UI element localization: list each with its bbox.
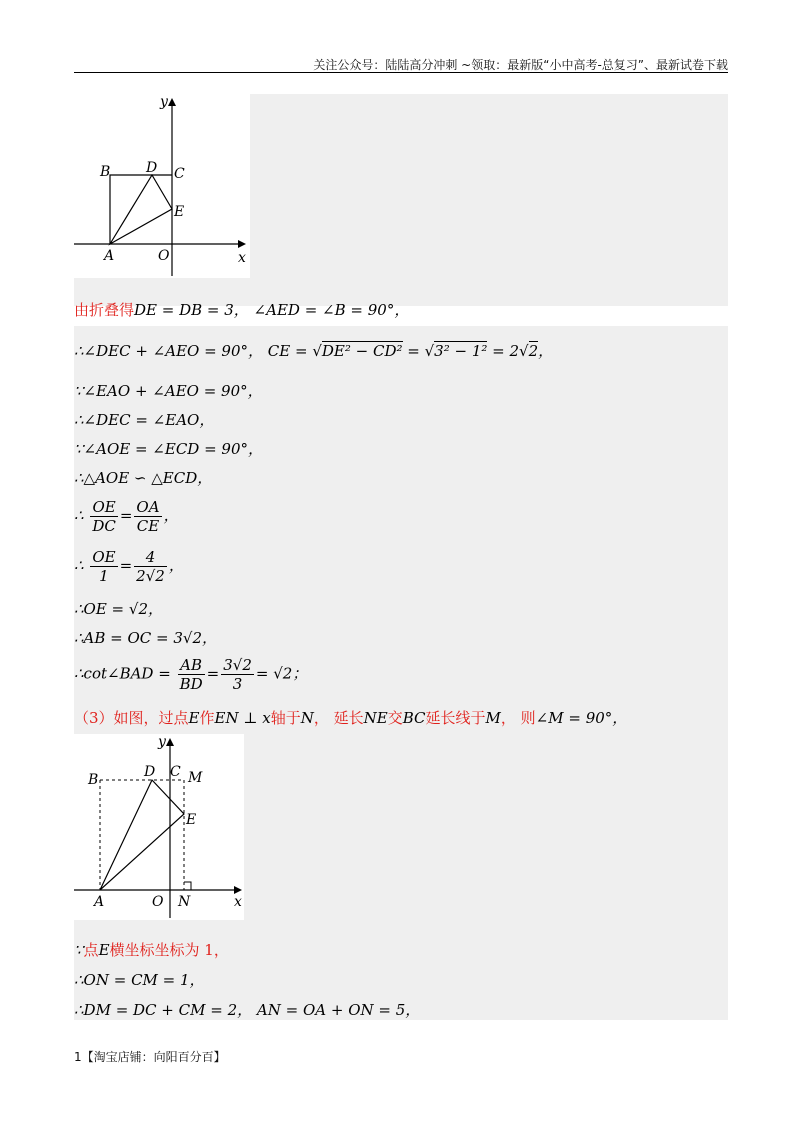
solution-line-3: ∵∠EAO + ∠AEO = 90°， bbox=[74, 382, 263, 400]
label-b: B bbox=[100, 164, 111, 180]
triangle-ade bbox=[100, 780, 184, 890]
page-footer: 1【淘宝店铺：向阳百分百】 bbox=[74, 1050, 226, 1064]
label-c: C bbox=[170, 764, 181, 780]
solution-line-9: ∴OE = √2， bbox=[74, 600, 163, 618]
x-axis-arrow-icon bbox=[234, 886, 242, 894]
label-e: E bbox=[186, 812, 197, 828]
y-axis-arrow-icon bbox=[168, 98, 176, 106]
solution-line-4: ∴∠DEC = ∠EAO， bbox=[74, 411, 215, 429]
solution-line-14: ∴ON = CM = 1， bbox=[74, 971, 205, 989]
fraction-4-2root2: $\frac{4}{2√2}$ bbox=[136, 548, 165, 585]
label-y: y bbox=[158, 734, 166, 750]
solution-line-10: ∴AB = OC = 3√2， bbox=[74, 629, 218, 647]
label-x: x bbox=[234, 894, 242, 910]
solution-line-2: ∴∠DEC + ∠AEO = 90°， CE = √DE² − CD² = √3² − 1² = 2√2， bbox=[74, 342, 554, 360]
solution-line-12: （3）如图，过点E作EN ⊥ x轴于N， 延长NE交BC延长线于M， 则∠M = 90°， bbox=[74, 709, 628, 727]
label-d: D bbox=[144, 764, 156, 780]
right-angle-mark bbox=[184, 882, 191, 890]
figure-2-svg bbox=[74, 734, 244, 920]
label-a: A bbox=[94, 894, 105, 910]
fraction-oa-ce: $\frac{OA}{CE}$ bbox=[136, 498, 160, 535]
fraction-3root2-3: $\frac{3√2}{3}$ bbox=[223, 656, 252, 693]
solution-line-8: ∴ $\frac{OE}{1}$ = $\frac{4}{2√2}$ ， bbox=[74, 548, 184, 585]
solution-line-15: ∴DM = DC + CM = 2， AN = OA + ON = 5， bbox=[74, 1001, 421, 1019]
label-c: C bbox=[174, 166, 185, 182]
solution-line-1: 由折叠得DE = DB = 3， ∠AED = ∠B = 90°， bbox=[74, 301, 410, 319]
figure-1 bbox=[74, 94, 250, 278]
label-x: x bbox=[238, 250, 246, 266]
y-axis-arrow-icon bbox=[166, 738, 174, 746]
figure-2 bbox=[74, 734, 244, 920]
label-o: O bbox=[152, 894, 164, 910]
fraction-oe-dc: $\frac{OE}{DC}$ bbox=[92, 498, 116, 535]
label-a: A bbox=[104, 248, 115, 264]
fraction-ab-bd: $\frac{AB}{BD}$ bbox=[179, 656, 203, 693]
solution-line-11: ∴cot∠BAD = $\frac{AB}{BD}$ = $\frac{3√2}{3}$ = √2； bbox=[74, 656, 308, 693]
rectangle-abcd bbox=[110, 175, 172, 244]
page-header: 关注公众号：陆陆高分冲刺 ~领取：最新版“小中高考-总复习”、最新试卷下载 bbox=[313, 58, 728, 72]
header-rule bbox=[74, 72, 728, 73]
solution-line-7: ∴ $\frac{OE}{DC}$ = $\frac{OA}{CE}$ ， bbox=[74, 498, 179, 535]
label-o: O bbox=[158, 248, 170, 264]
label-m: M bbox=[188, 770, 203, 786]
triangle-ade bbox=[110, 175, 172, 244]
solution-line-5: ∵∠AOE = ∠ECD = 90°， bbox=[74, 440, 264, 458]
label-d: D bbox=[146, 160, 158, 176]
x-axis-arrow-icon bbox=[238, 240, 246, 248]
label-b: B bbox=[88, 772, 99, 788]
figure-1-svg bbox=[74, 94, 250, 278]
solution-line-13: ∵点E横坐标坐标为 1， bbox=[74, 941, 229, 959]
solution-line-6: ∴△AOE ∽ △ECD， bbox=[74, 469, 213, 487]
fraction-oe-1: $\frac{OE}{1}$ bbox=[92, 548, 116, 585]
label-n: N bbox=[178, 894, 191, 910]
label-e: E bbox=[174, 204, 185, 220]
label-y: y bbox=[160, 94, 168, 110]
